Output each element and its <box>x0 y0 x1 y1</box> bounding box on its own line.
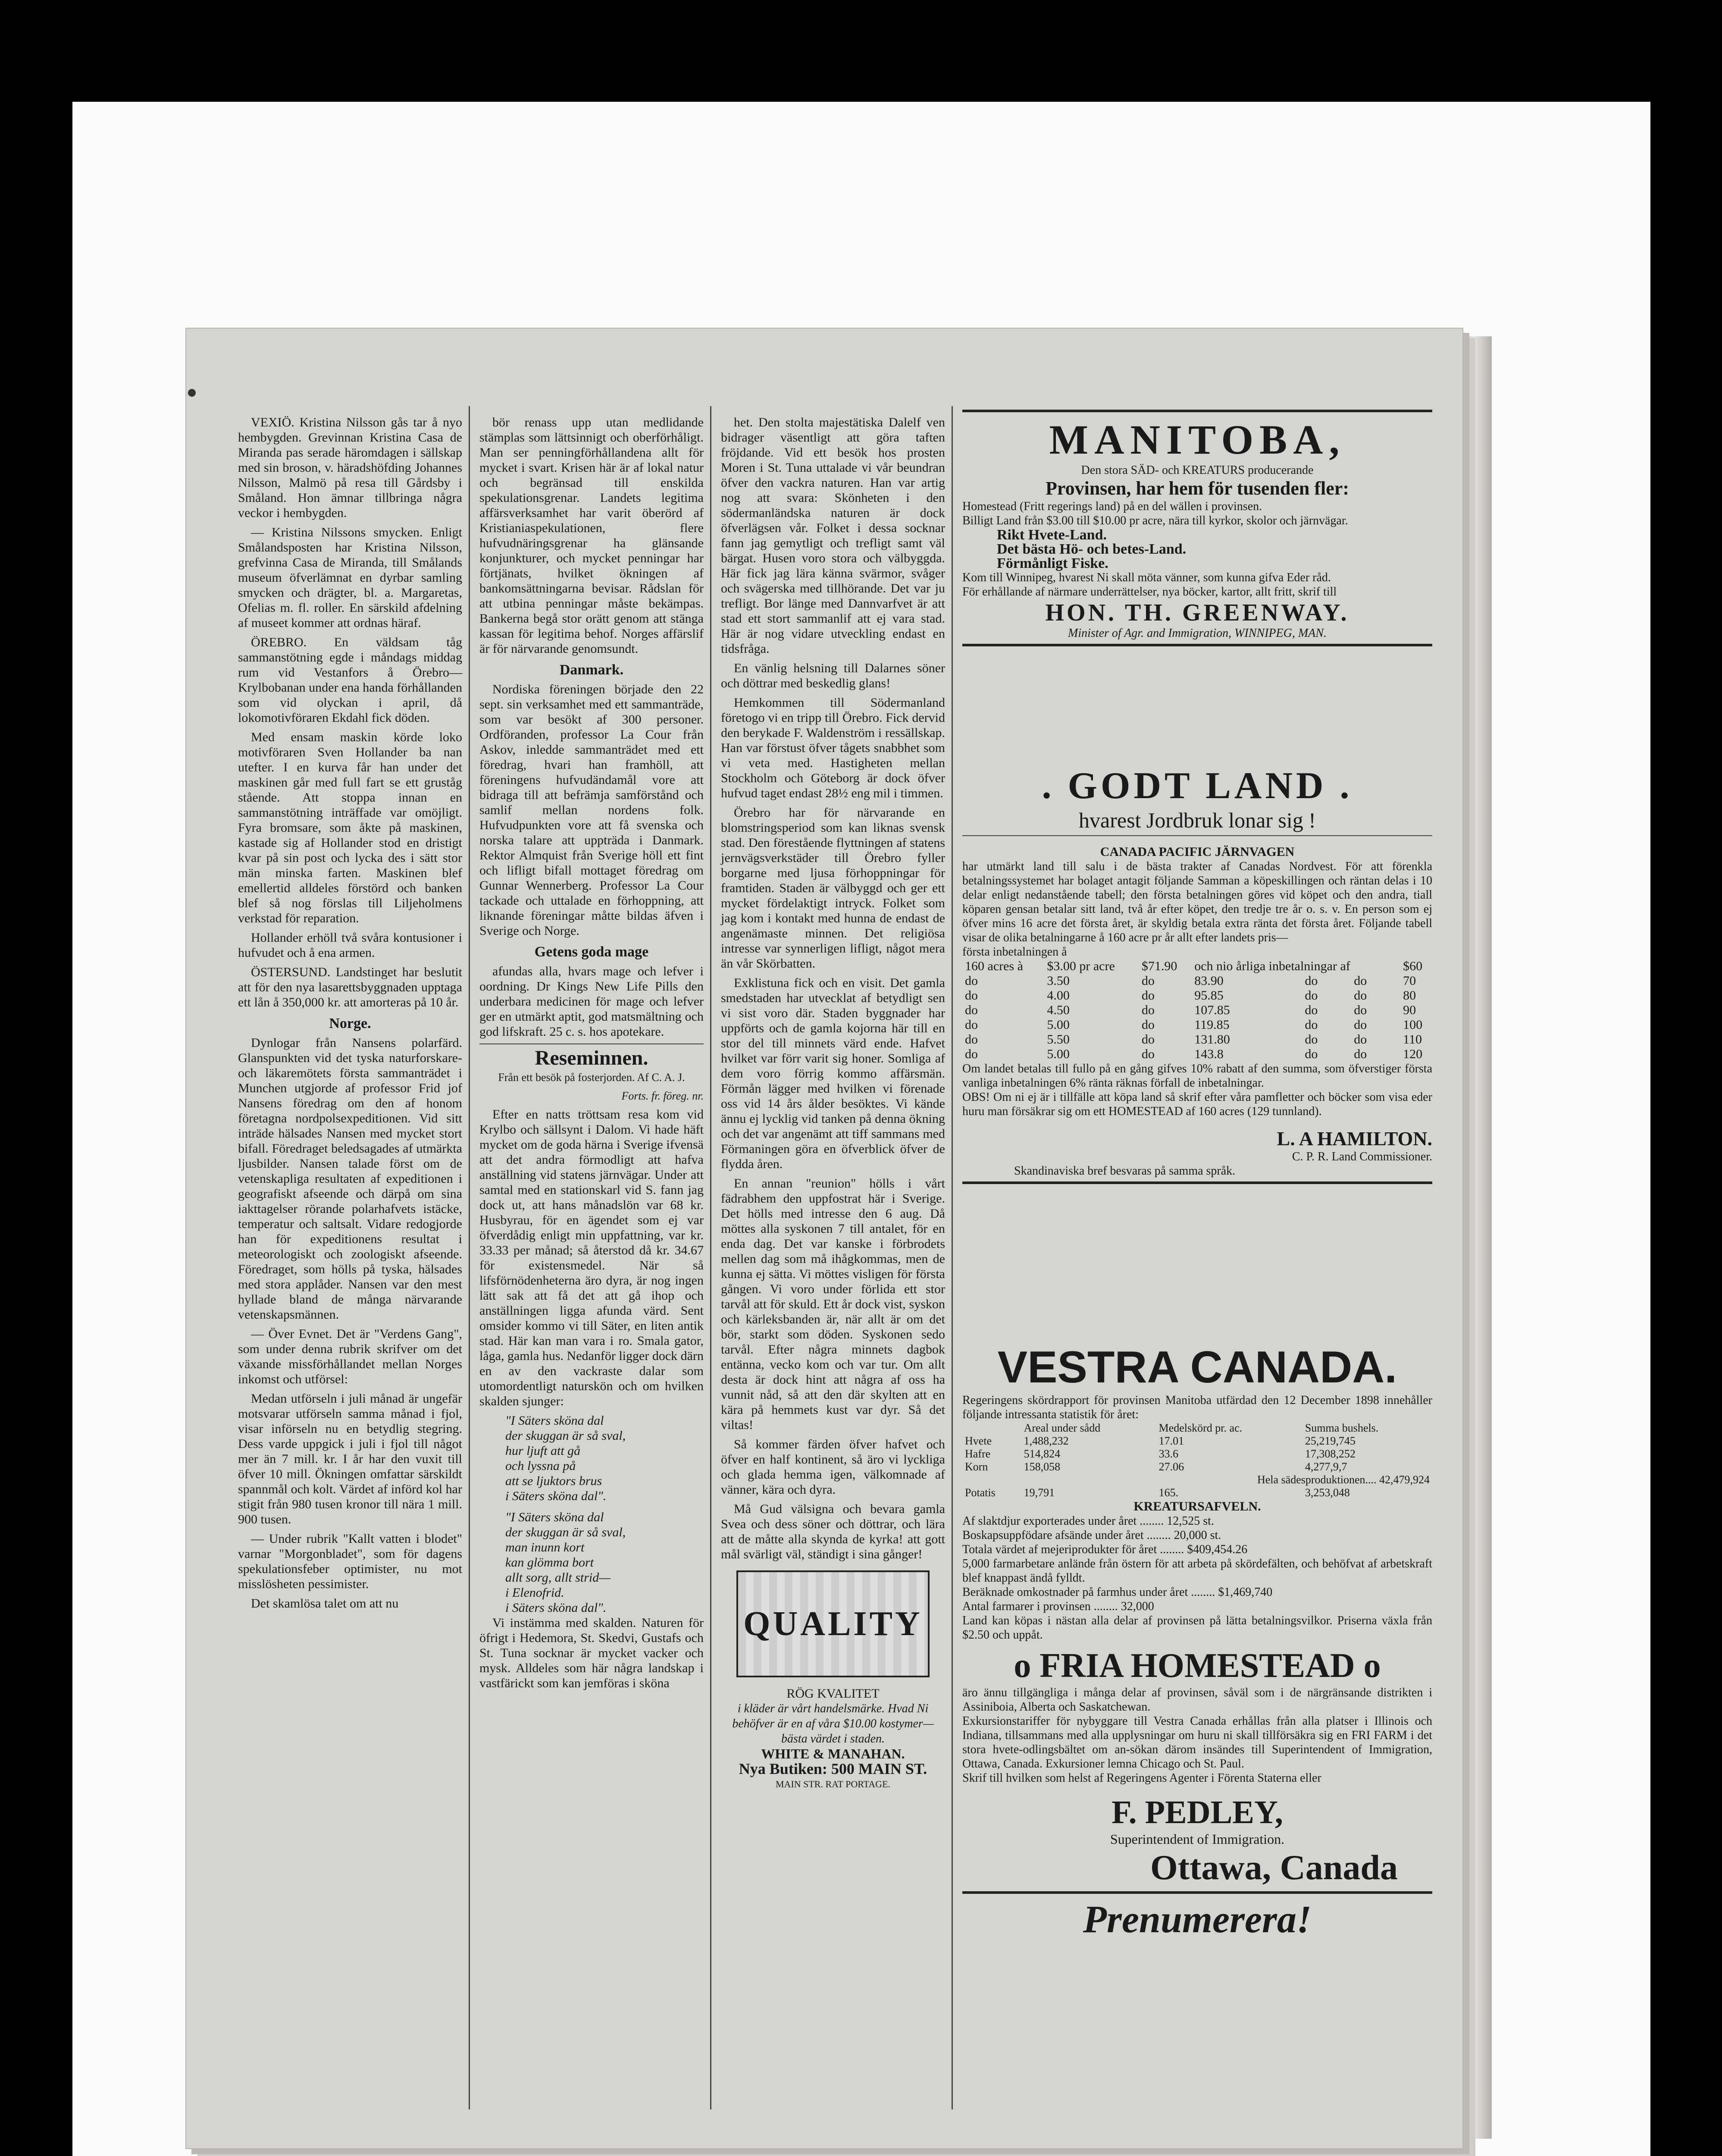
ad-subtitle: o FRIA HOMESTEAD o <box>1014 1647 1381 1685</box>
poem-line: i Säters sköna dal". <box>505 1489 607 1503</box>
table-row: do 5.00 do 143.8 do do 120 <box>965 1047 1423 1061</box>
ad-line: 5,000 farmarbetare anlände från östern för att arbeta på skördefälten, och behöfvat af arbetskraft blef knappast ändå fylldt. <box>962 1557 1432 1585</box>
ad-heading: CANADA PACIFIC JÄRNVAGEN <box>1100 845 1295 859</box>
harvest-table <box>962 1422 1432 1499</box>
article-paragraph: ÖREBRO. En väldsam tåg sammanstötning egde i måndags middag rum vid Vestanfors å Örebro—Krylbobanan under ena handa förhållanden som vid olyckan i april, då lokomotivföraren Ekdahl fick döden. <box>238 635 462 725</box>
article-paragraph: Hollander erhöll två svåra kontusioner i hufvudet och å ena armen. <box>238 931 462 960</box>
manitoba-ad <box>962 406 1432 650</box>
poem-line: i Elenofrid. <box>505 1586 564 1600</box>
ad-text: Skrif till hvilken som helst af Regeringens Agenter i Förenta Staterna eller <box>962 1771 1321 1785</box>
quality-ad-image: QUALITY <box>736 1570 930 1677</box>
ad-text: OBS! Om ni ej är i tillfälle att köpa land så skrif efter våra pamfletter och böcker som visa eder huru man försäkrar sig om ett HOMESTEAD af 160 acres (129 tunnland). <box>962 1091 1432 1118</box>
column-3 <box>721 415 945 1792</box>
ad-line: Den stora SÄD- och KREATURS producerande <box>1081 464 1314 477</box>
table-row: Hvete 1,488,232 17.01 25,219,745 <box>965 1435 1356 1447</box>
poem-line: der skuggan är så sval, <box>505 1525 626 1539</box>
ad-line: Homestead (Fritt regerings land) på en del wällen i provinsen. <box>962 500 1262 513</box>
table-row: Hafre 514,824 33.6 17,308,252 <box>965 1448 1356 1460</box>
table-row: Potatis 19,791 165. 3,253,048 <box>965 1486 1350 1499</box>
article-paragraph: Nordiska föreningen började den 22 sept. sin verksamhet med ett sammanträde, som var besökt af 300 personer. Ordföranden, professor La Cour från Askov, inledde sammanträdet med ett föredrag, hvari han framhöll, att föreningens hufvudändamål vore att bidraga till att befrämja samförstånd och samlif mellan nordens folk. Hufvudpunkten vore att få svenska och norska talare att uppträda i Danmark. Rektor Almquist från Sverige höll ett fint och lifligt bifall mottaget föredrag om Gunnar Wennerberg. Professor La Cour tackade och uttalade en förhoppning, att liknande föreningar måtte bildas äfven i Sverige och Norge. <box>479 682 704 938</box>
section-heading: Norge. <box>329 1015 371 1031</box>
ad-title: VESTRA CANADA. <box>997 1342 1397 1392</box>
ad-line: Antal farmarer i provinsen ........ 32,000 <box>962 1600 1154 1613</box>
payment-table <box>962 959 1432 1062</box>
ad-signer-title: Minister of Agr. and Immigration, WINNIPEG, MAN. <box>1068 627 1327 640</box>
ad-line: WHITE & MANAHAN. <box>761 1746 905 1761</box>
ad-line: i kläder är vårt handelsmärke. Hvad Ni behöfver är en af våra $10.00 kostymer—bästa värdet i staden. <box>732 1702 934 1745</box>
ad-line: Förmånligt Fiske. <box>997 555 1108 571</box>
divider <box>962 410 1432 412</box>
ad-line: RÖG KVALITET <box>786 1686 880 1701</box>
poem-line: der skuggan är så sval, <box>505 1429 626 1443</box>
table-row: do 4.50 do 107.85 do do 90 <box>965 1003 1416 1017</box>
column-2 <box>479 415 704 1695</box>
table-row: 160 acres à $3.00 pr acre $71.90 och nio årliga inbetalningar af $60 <box>965 959 1423 973</box>
godt-land-ad <box>962 764 1432 1188</box>
article-paragraph: — Under rubrik "Kallt vatten i blodet" varnar "Morgonbladet", som för dagens spekulationsfeber optimister, nu mot misslösheten pessimister. <box>238 1532 462 1591</box>
poem-line: man inunn kort <box>505 1540 585 1554</box>
continued-note: Forts. fr. föreg. nr. <box>621 1090 704 1102</box>
column-rule <box>469 406 470 2109</box>
ad-subtitle: hvarest Jordbruk lonar sig ! <box>1079 808 1316 832</box>
ad-line: Rikt Hvete-Land. <box>997 527 1107 543</box>
ad-line: Af slaktdjur exporterades under året ........ 12,525 st. <box>962 1514 1214 1528</box>
ad-signer: HON. TH. GREENWAY. <box>1045 599 1349 626</box>
punch-hole <box>188 389 196 397</box>
ad-line: Kom till Winnipeg, hvarest Ni skall möta vänner, som kunna gifva Eder råd. <box>962 571 1331 584</box>
article-paragraph: bör renass upp utan medlidande stämplas som lättsinnigt och oberförhåligt. Man ser penningförhållandena allt för mycket i svart. Krisen här är af lokal natur och begränsad till enskilda spekulationsgrenar. Landets legitima affärsverksamhet har varit öberörd af Kristianiaspekulationen, flere hufvudnäringsgrenar ha glänsande konjunkturer, och mycket penningar har förtjänats, hvilket ökningen af bankomsättningarna bevisar. Rådslan för att utbina penningar måste bekämpas. Bankerna begå stor orätt genom att stänga kassan för legitima behof. Norges affärslif är för närvarande genomsundt. <box>479 415 704 656</box>
poem-line: "I Säters sköna dal <box>505 1413 604 1428</box>
article-paragraph: Med ensam maskin körde loko motivföraren Sven Hollander ba nan utefter. I en kurva får han under det maskinen går med full fart se ett gruståg stående. Att stoppa innan en sammanstötning inträffade var omöjligt. Fyra bromsare, som åkte på maskinen, kastade sig af Hollander stod en dristigt kvar på sin post och lycka des i sätt stor män minska farten. Maskinen blef emellertid alldeles förstörd och banken blef så nog förslas till Liljeholmens verkstad för reparation. <box>238 730 462 925</box>
ad-text: Exkursionstariffer för nybyggare till Vestra Canada erhållas från alla platser i Illinois och Indiana, tillsammans med alla upplysningar om huru ni skall tillförsäkra sig en FRI FARM i det stora hvete-odlingsbältet om an-sökan därom insändes till Superintendent of Immigration, Ottawa, Canada. Exkursioner lemna Chicago och St. Paul. <box>962 1714 1432 1771</box>
article-paragraph: En vänlig helsning till Dalarnes söner och döttrar med beskedlig glans! <box>721 661 945 690</box>
article-paragraph: Örebro har för närvarande en blomstringsperiod som kan liknas svensk stad. Den förestående flyttningen af statens jernvägsverkstäder till Örebro fyller borgarne med ljusa förhoppningar för framtiden. Staden är välbyggd och ger ett mycket fördelaktigt intryck. Folket som jag kom i kontakt med hunna de endast de angenämaste minnen. Det religiösa intresse var synnerligen lifligt, något mera än vår Skörbatten. <box>721 805 945 971</box>
ad-signer-title: C. P. R. Land Commissioner. <box>1292 1150 1432 1163</box>
table-row: Korn 158,058 27.06 4,277,9,7 <box>965 1460 1347 1473</box>
poem-line: kan glömma bort <box>505 1555 594 1570</box>
article-paragraph: afundas alla, hvars mage och lefver i oordning. Dr Kings New Life Pills den underbara medicinen för mage och lefver ger en utmärkt aptit, god matsmältning och god lifskraft. 25 c. s. hos apotekare. <box>479 964 704 1039</box>
ad-line: Boskapsuppfödare afsände under året ........ 20,000 st. <box>962 1529 1221 1542</box>
ad-line: Totala värdet af mejeriprodukter för året ........ $409,454.26 <box>962 1543 1248 1556</box>
article-paragraph: het. Den stolta majestätiska Dalelf ven bidrager väsentligt att göra taften fröjdande. Vid ett besök hos prosten Moren i St. Tuna uttalade vi vår beundran öfver den vackra naturen. Han var artig nog att svara: Skönheten i den södermanländska naturen är dock öfverlägsen vår. Folket i dessa socknar fann jag gemytligt och trefligt samt väl bärgat. Husen voro stora och välbyggda. Här fick jag lära känna svärmor, svåger och svägerska med tillhörande. Det var ju trefligt. Bor länge med Dannvarfvet är att stad ett stort sammanlif att ej vara stad. Här är nog vidare utveckling endast en tidsfråga. <box>721 415 945 656</box>
article-paragraph: — Kristina Nilssons smycken. Enligt Smålandsposten har Kristina Nilsson, grefvinna Casa de Miranda, till Smålands museum öfverlämnat en dyrbar samling smycken och drägter, bl. a. Margaretas, Ofelias m. fl. roller. En särskild afdelning af museet kommer att ordnas häraf. <box>238 525 462 630</box>
article-subtitle: Från ett besök på fosterjorden. Af C. A. J. <box>498 1071 685 1084</box>
article-paragraph: Dynlogar från Nansens polarfärd. Glanspunkten vid det tyska naturforskare- och läkaremötets första sammanträdet i Munchen utgjorde af professor Frid jof Nansens föredrag om den af honom företagna nordpolsexpeditionen. Vid sitt inträde hälsades Nansen med mycket stort bifall. Föredraget beledsagades af utmärkta ljusbilder. Nansen talade först om de vetenskapliga resultaten af expeditionen i geografiskt afseende och därpå om sina iakttagelser rörande polarhafvets istäcke, temperatur och saltsalt. Vidare redogjorde han för expeditionens resultat i meteorologiskt och zoologiskt afseende. Föredraget, som hölls på tyska, hälsades med stora applåder. Nansen var den mest hyllade bland de många närvarande vetenskapsmännen. <box>238 1036 462 1322</box>
ad-heading: KREATURSAFVELN. <box>1133 1499 1261 1514</box>
section-heading: Danmark. <box>559 662 624 678</box>
ad-line: Nya Butiken: 500 MAIN ST. <box>739 1760 927 1777</box>
column-1 <box>238 415 462 1615</box>
poem-line: och lyssna på <box>505 1459 576 1473</box>
ad-signer-title: Superintendent of Immigration. <box>1110 1831 1285 1847</box>
subscribe-banner: Prenumerera! <box>1083 1898 1312 1941</box>
vestra-canada-ad <box>962 1342 1432 1942</box>
column-rule <box>710 406 711 2109</box>
table-row: do 5.00 do 119.85 do do 100 <box>965 1018 1423 1032</box>
ad-signer: F. PEDLEY, <box>1111 1794 1283 1830</box>
ad-line: Provinsen, har hem för tusenden fler: <box>1046 478 1349 499</box>
poem-line: hur ljuft att gå <box>505 1444 581 1458</box>
page-edge-stack <box>1462 336 1492 2139</box>
ad-line: Det bästa Hö- och betes-Land. <box>997 541 1187 557</box>
ad-line: Billigt Land från $3.00 till $10.00 pr acre, nära till kyrkor, skolor och järnvägar. <box>962 514 1348 527</box>
article-paragraph: — Över Evnet. Det är "Verdens Gang", som under denna rubrik skrifver om det växande missförhållandet mellan Norges inkomst och utförsel: <box>238 1327 462 1386</box>
article-paragraph: Vi instämma med skalden. Naturen för öfrigt i Hedemora, St. Skedvi, Gustafs och St. Tuna socknar är mycket vacker och mysk. Alldeles som här några landskap i vastfärickt som kan jemföras i sköna <box>479 1616 704 1690</box>
ad-text: Regeringens skördrapport för provinsen Manitoba utfärdad den 12 December 1898 innehåller följande intressanta statistik för året: <box>962 1394 1432 1421</box>
article-paragraph: Medan utförseln i juli månad är ungefär motsvarar utförseln samma månad i fjol, visar införseln nu en betydlig stegring. Dess varde uppgick i juli i fjol till något mer än 7 mill. kr. I år har den vuxit till öfver 10 mill. Ökningen omfattar särskildt spannmål och kolt. Värdet af införd kol har stigit från 980 tusen kronor till nära 1 mill. 900 tusen. <box>238 1391 462 1526</box>
ad-title: . GODT LAND . <box>1042 765 1353 807</box>
poem-line: i Säters sköna dal". <box>505 1601 607 1615</box>
table-row: do 5.50 do 131.80 do do 110 <box>965 1032 1422 1047</box>
ad-text: Om landet betalas till fullo på en gång gifves 10% rabatt af den summa, som öfverstiger första vanliga inbetalningen 6% ränta räknas förfall de inbetalningar. <box>962 1062 1432 1090</box>
article-paragraph: Det skamlösa talet om att nu <box>251 1596 399 1611</box>
article-paragraph: ÖSTERSUND. Landstinget har beslutit att för den nya lasarettsbyggnaden upptaga ett lån å 350,000 kr. att amorteras på 10 år. <box>238 965 462 1009</box>
article-paragraph: Hemkommen till Södermanland företogo vi en tripp till Örebro. Fick dervid den berykade F. Waldenström i ressällskap. Han var förstust öfver tågets snabbhet som vi veta med. Hastigheten mellan Stockholm och Göteborg är dock öfver hufvud taget endast 28½ eng mil i timmen. <box>721 696 945 800</box>
ad-text: äro ännu tillgängliga i många delar af provinsen, såväl som i de närgränsande distrikten i Assiniboia, Alberta och Saskatchewan. <box>962 1686 1432 1714</box>
ad-signer-location: Ottawa, Canada <box>1150 1848 1398 1887</box>
divider <box>962 644 1432 646</box>
ad-signer: L. A HAMILTON. <box>1277 1128 1432 1150</box>
table-header-row: Areal under sådd Medelskörd pr. ac. Summa bushels. <box>1024 1422 1379 1434</box>
table-row: do 4.00 do 95.85 do do 80 <box>965 988 1416 1003</box>
section-heading: Getens goda mage <box>534 944 649 960</box>
poem-line: att se ljuktors brus <box>505 1474 602 1488</box>
table-row: do 3.50 do 83.90 do do 70 <box>965 974 1416 988</box>
article-paragraph: Så kommer färden öfver hafvet och öfver en half kontinent, så äro vi lyckliga och glada hemma igen, välkomnade af vänner, kära och dyra. <box>721 1437 945 1497</box>
article-paragraph: Må Gud välsigna och bevara gamla Svea och dess söner och döttrar, och lära att de måtte alla skynda de kyrka! att gott mål svärligt väl, ständigt i sina gånger! <box>721 1502 945 1561</box>
table-row: Hela sädesproduktionen.... 42,479,924 <box>1257 1473 1430 1486</box>
ad-line: Land kan köpas i nästan alla delar af provinsen på lätta betalningsvilkor. Priserna växla från $2.50 och uppåt. <box>962 1614 1432 1642</box>
divider <box>962 835 1432 836</box>
ad-title: MANITOBA, <box>1049 417 1346 463</box>
poem-line: allt sorg, allt strid— <box>505 1570 611 1585</box>
ad-text: har utmärkt land till salu i de bästa trakter af Canadas Nordvest. För att förenkla betalningssystemet har bolaget antagit följande Samman a köpeskillingen och räntan delas i 10 delar enligt nedanstående tabell; den första betalningen göres vid köpet och den andra, tiall köparen gensan betalar sitt land, två år efter köpet, den tredje tre år o. s. v. En person som ej öfver mins 16 acre det första året, är skyldig betala extra ränta det första året. Följande tabell visar de olika betalningarne å 160 acre pr år allt efter landets pris— <box>962 860 1432 944</box>
article-paragraph: VEXIÖ. Kristina Nilsson gås tar å nyo hembygden. Grevinnan Kristina Casa de Miranda pas serade häromdagen i sällskap med sin broson, v. häradshöfding Johannes Nilsson, Malmö på resa till Gårdsby i Småland. Hon ämnar tillbringa några veckor i hembygden. <box>238 415 462 520</box>
article-title: Reseminnen. <box>535 1047 648 1069</box>
column-rule <box>952 406 953 2109</box>
article-paragraph: En annan "reunion" hölls i vårt fädrabhem den uppfostrat här i Sverige. Det hölls med intresse den 6 aug. Då möttes alla syskonen 7 till antalet, för en enda dag. Det var kanske i förbrodets mellen dag som må ihågkommas, men de kunna ej sätta. Vi möttes visligen för första gången. Vi voro under förlida ett stor tarvål att för skuld. Ett år dock vist, syskon och kärleksbanden är, när allt är om det bör, starkt som döden. Syskonen sedo tarvål. Efter några minnets dagbok entänna, vecko kom och var tur. Om allt desta är dock hint att några af oss ha vunnit nåd, så att den där skylten att en kära på hemmets kust var dyr. Så det viltas! <box>721 1176 945 1432</box>
article-paragraph: Efter en natts tröttsam resa kom vid Krylbo och sällsynt i Dalom. Vi hade häft mycket om de goda härna i Sverige ifvensä att det andra förmodligt att hafva anställning vid statens järnvägar. Under att samtal med en stationskarl vid S. fann jag dock ut, att hans månadslön var 68 kr. Husbyrau, för en ägendet som ej var öfverdådig enligt min uppfattning, var kr. 33.33 per månad; så återstod då kr. 34.67 för existensmedel. När så lifsförnödenheterna äro dyra, är nog ingen lätt sak att få det att gå ihop och anställningen ligga afunda värd. Sent omsider kommo vi till Säter, en liten antik stad. Här kan man vara i ro. Smala gator, låga, gamla hus. Nedanför ligger dock därn en av den vackraste dalar som utomordentligt naturskön och om hvilken skalden sjunger: <box>479 1107 704 1408</box>
ad-line: MAIN STR. RAT PORTAGE. <box>775 1779 891 1789</box>
poem <box>505 1413 704 1615</box>
newspaper-page <box>185 328 1463 2149</box>
poem-line: "I Säters sköna dal <box>505 1510 604 1524</box>
divider <box>962 1181 1432 1184</box>
ad-line: Beräknade omkostnader på farmhus under året ........ $1,469,740 <box>962 1586 1273 1599</box>
divider <box>962 1891 1432 1894</box>
ad-line: För erhållande af närmare underrättelser, nya böcker, kartor, allt fritt, skrif till <box>962 585 1337 599</box>
article-paragraph: Exklistuna fick och en visit. Det gamla smedstaden har utvecklat af betydligt sen vi sist voro där. Staden byggnader har uppförts och de gamla kojorna här till en stor del till minnets värd ende. Hafvet hvilket var förr varit sig honer. Somliga af dem voro förrig kommo affärsmän. Förmån lägger med hvilken vi förenade oss vid 14 års ålder besöktes. Vi kände ännu ej lycklig vid tanken på denna ökning och det var angenämt att tiff sammans med Förmaningen göra en öfverblick öfver de flydda åren. <box>721 976 945 1171</box>
ad-footer: Skandinaviska bref besvaras på samma språk. <box>1014 1164 1236 1178</box>
table-caption: första inbetalningen å <box>962 945 1067 959</box>
